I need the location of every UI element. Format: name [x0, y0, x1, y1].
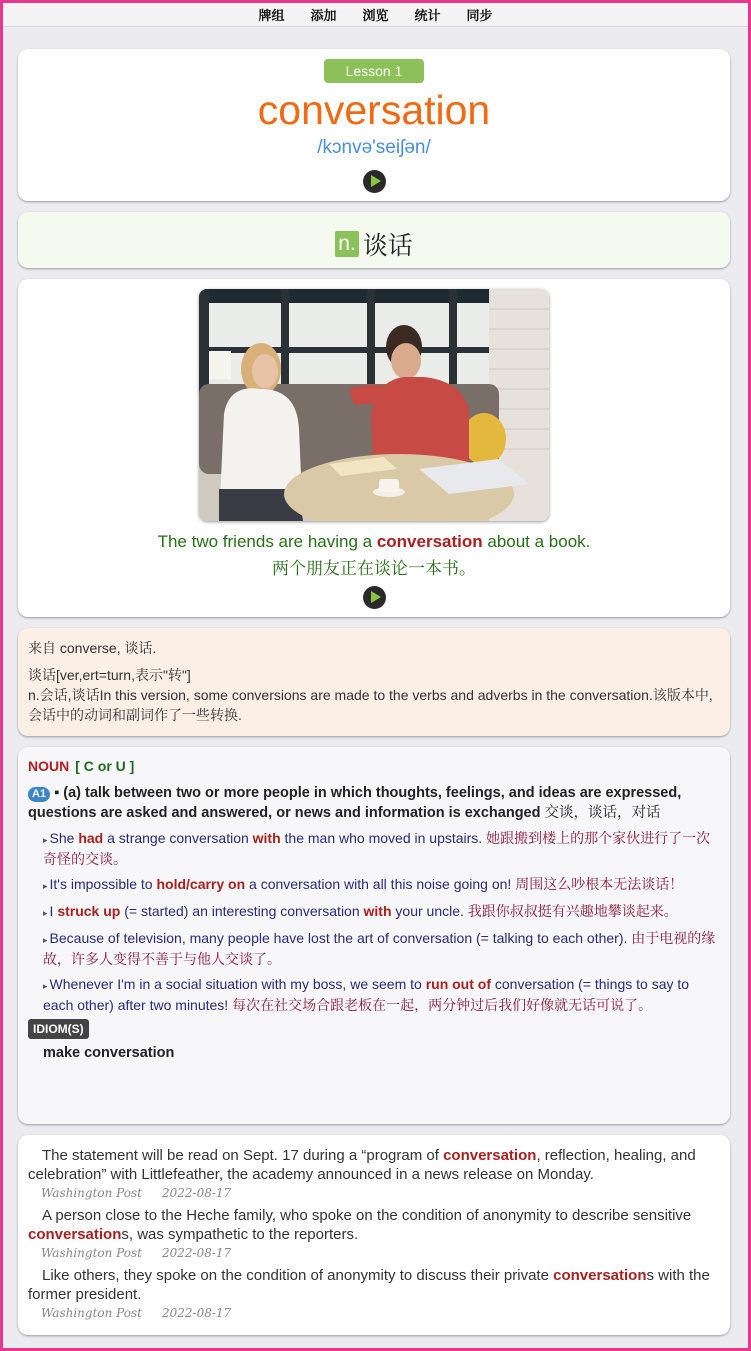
- news-sentence: The statement will be read on Sept. 17 during a “program of conversation, reflection, healing, and celebration” with Littlefeather, the academy announced in a news release on Monday.: [28, 1147, 696, 1183]
- example-item: ▸ It's impossible to hold/carry on a conversation with all this noise going on! 周围这么吵根本无法谈话！: [43, 876, 684, 892]
- meaning: 谈话: [362, 232, 413, 260]
- definition: A1 ▪ (a) talk between two or more people in which thoughts, feelings, and ideas are expressed, questions are asked and answered, or news and information is exchanged 交谈，谈话，对话: [28, 785, 682, 821]
- news-source: Washington Post 2022-08-17: [41, 1306, 232, 1320]
- example-item: ▸ Because of television, many people have lost the art of conversation (= talking to each other). 由于电视的缘故，许多人变得不善于与他人交谈了。: [43, 930, 716, 967]
- lesson-badge: Lesson 1: [324, 59, 424, 83]
- example-keyword: conversation: [376, 532, 483, 551]
- example-sentence: The two friends are having a conversation about a book.: [157, 532, 591, 551]
- example-photo: [199, 289, 549, 521]
- news-source: Washington Post 2022-08-17: [41, 1186, 232, 1200]
- nav-sync[interactable]: 同步: [466, 8, 493, 23]
- nav-stats[interactable]: 统计: [414, 8, 441, 23]
- etymology-line: 谈话[ver,ert=turn,表示"转"]: [28, 667, 191, 683]
- meaning-card: [18, 212, 730, 268]
- example-translation: 两个朋友正在谈论一本书。: [272, 559, 476, 578]
- example-item: ▸ I struck up (= started) an interesting conversation with your uncle. 我跟你叔叔挺有兴趣地攀谈起来。: [43, 903, 678, 919]
- news-card: [18, 1135, 730, 1335]
- example-item: ▸ Whenever I'm in a social situation with my boss, we seem to run out of conversation (= things to say to each other) after two minutes! 每次在社交场合跟老板在一起，两分钟过后我们好像就无话可说了。: [43, 976, 690, 1013]
- image-card: [18, 279, 730, 617]
- dict-pos-line: NOUN [ C or U ]: [28, 758, 135, 774]
- dictionary-card: [18, 747, 730, 1124]
- example-item: ▸ She had a strange conversation with the man who moved in upstairs. 她跟搬到楼上的那个家伙进行了一次奇怪的交谈。: [43, 830, 711, 867]
- news-sentence: Like others, they spoke on the condition of anonymity to discuss their private conversations with the former president.: [28, 1267, 710, 1303]
- idiom-phrase: make conversation: [43, 1045, 175, 1061]
- grammar-code: [ C or U ]: [75, 758, 135, 774]
- headword: conversation: [257, 87, 491, 133]
- news-source: Washington Post 2022-08-17: [41, 1246, 232, 1260]
- nav-add[interactable]: 添加: [310, 8, 337, 23]
- play-example-audio-icon[interactable]: [363, 586, 386, 609]
- etymology-line: n.会话,谈话In this version, some conversions are made to the verbs and adverbs in the conversation.该版本中,会话中的动词和副词作了一些转换.: [28, 687, 713, 723]
- play-word-audio-icon[interactable]: [363, 170, 386, 193]
- nav-browse[interactable]: 浏览: [362, 8, 389, 23]
- word-card: [18, 49, 730, 201]
- idiom-badge: IDIOM(S): [28, 1019, 89, 1039]
- phonetic: /kɔnvə'seiʃən/: [317, 137, 431, 158]
- level-badge: A1: [28, 787, 50, 802]
- nav-decks[interactable]: 牌组: [258, 8, 285, 23]
- etymology-card: [18, 628, 730, 736]
- pos-tag: n.: [335, 231, 359, 257]
- top-nav: [3, 3, 748, 27]
- etymology-line: 来自 converse, 谈话.: [28, 640, 157, 656]
- news-sentence: A person close to the Heche family, who spoke on the condition of anonymity to describe sensitive conversations, was sympathetic to the reporters.: [28, 1207, 692, 1243]
